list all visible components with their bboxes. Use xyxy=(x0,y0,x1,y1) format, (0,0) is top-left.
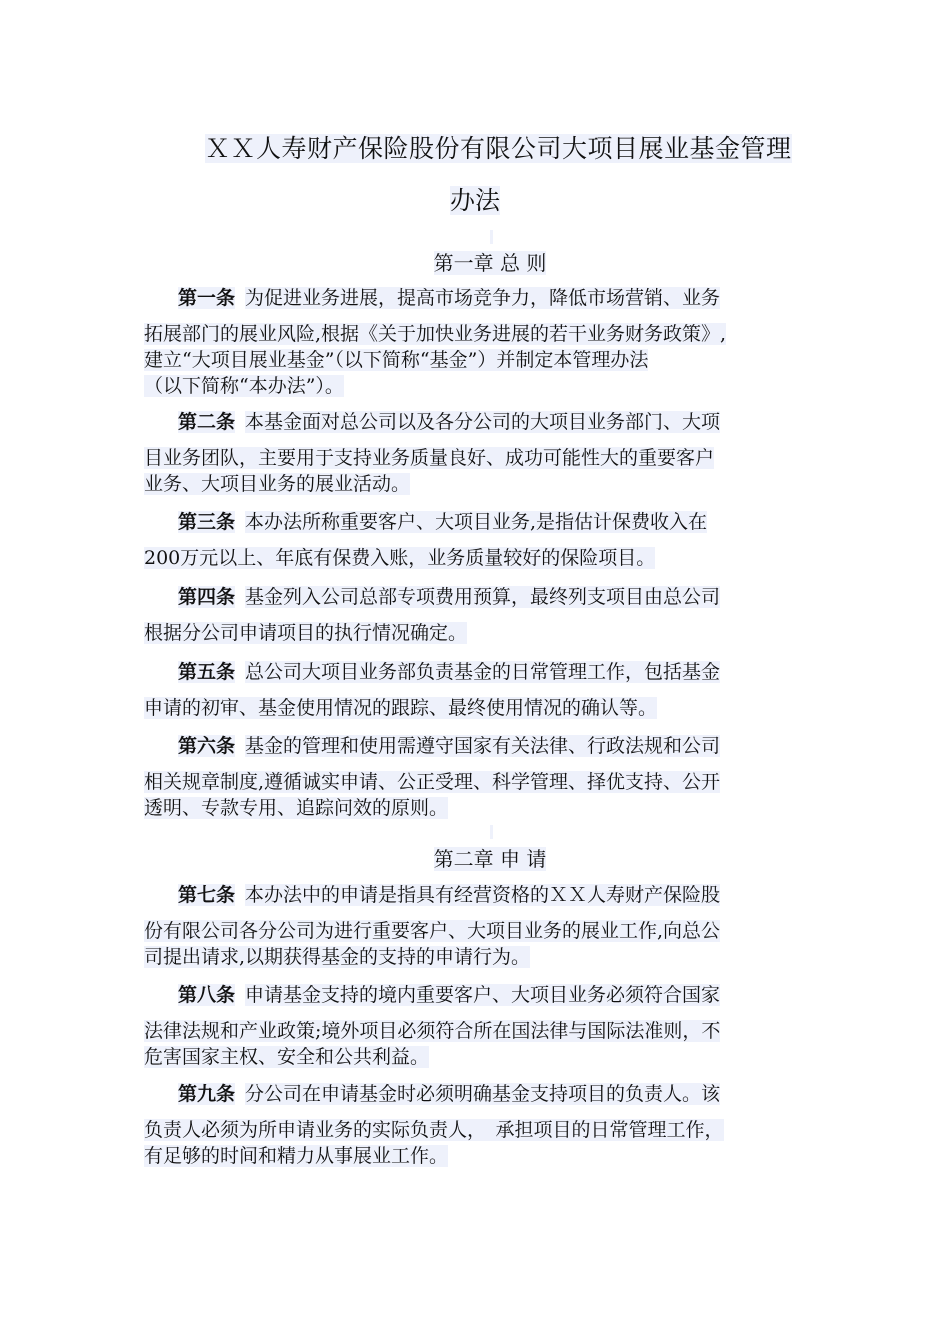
article-3-text: 本办法所称重要客户、大项目业务,是指估计保费收入在 xyxy=(245,511,708,533)
article-4-label: 第四条 xyxy=(178,586,236,608)
article-8-text: 申请基金支持的境内重要客户、大项目业务必须符合国家 xyxy=(245,984,721,1006)
article-1-text: 建立“大项目展业基金”（以下简称“基金”）并制定本管理办法 xyxy=(144,349,649,371)
article-1-label: 第一条 xyxy=(178,287,236,309)
article-9-line xyxy=(144,1143,806,1169)
article-9-text: 负责人必须为所申请业务的实际负责人， 承担项目的日常管理工作， xyxy=(144,1119,724,1141)
document-title-continued xyxy=(450,184,500,218)
article-9-line xyxy=(144,1081,806,1107)
article-2-text: 业务、大项目业务的展业活动。 xyxy=(144,473,411,495)
article-5-line xyxy=(144,695,806,721)
document-title-line-1: ＸＸ人寿财产保险股份有限公司大项目展业基金管理 xyxy=(205,134,792,163)
article-2-label: 第二条 xyxy=(178,411,236,433)
article-8-label: 第八条 xyxy=(178,984,236,1006)
article-7-text: 司提出请求,以期获得基金的支持的申请行为。 xyxy=(144,946,531,968)
article-6-text: 透明、专款专用、追踪问效的原则。 xyxy=(144,797,449,819)
article-7-line xyxy=(144,882,806,908)
document-title xyxy=(205,132,805,166)
article-6-label: 第六条 xyxy=(178,735,236,757)
article-3-label: 第三条 xyxy=(178,511,236,533)
article-1-text: （以下简称“本办法”）。 xyxy=(144,375,344,397)
article-8 xyxy=(144,982,806,1070)
article-4 xyxy=(144,584,806,646)
article-5-line xyxy=(144,659,806,685)
article-3-line xyxy=(144,509,806,535)
chapter-heading-1 xyxy=(0,249,950,277)
article-5-text: 总公司大项目业务部负责基金的日常管理工作，包括基金 xyxy=(245,661,721,683)
article-1-line xyxy=(144,347,806,373)
article-5-text: 申请的初审、基金使用情况的跟踪、最终使用情况的确认等。 xyxy=(144,697,658,719)
article-6-line xyxy=(144,733,806,759)
article-1-text: 拓展部门的展业风险,根据《关于加快业务进展的若干业务财务政策》, xyxy=(144,323,727,345)
article-8-text: 法律法规和产业政策;境外项目必须符合所在国法律与国际法准则，不 xyxy=(144,1020,721,1042)
article-9-text: 分公司在申请基金时必须明确基金支持项目的负责人。该 xyxy=(245,1083,721,1105)
article-8-line xyxy=(144,1044,806,1070)
article-2-text: 目业务团队，主要用于支持业务质量良好、成功可能性大的重要客户 xyxy=(144,447,715,469)
article-9-label: 第九条 xyxy=(178,1083,236,1105)
article-1 xyxy=(144,285,806,399)
article-6-text: 相关规章制度,遵循诚实申请、公正受理、科学管理、择优支持、公开 xyxy=(144,771,721,793)
article-6-line xyxy=(144,795,806,821)
article-6 xyxy=(144,733,806,821)
document-title-line-2: 办法 xyxy=(450,186,501,215)
article-1-line xyxy=(144,373,806,399)
section-marker xyxy=(490,825,493,839)
article-6-text: 基金的管理和使用需遵守国家有关法律、行政法规和公司 xyxy=(245,735,721,757)
chapter-heading-2-text: 第二章 申 请 xyxy=(433,847,547,871)
article-9-text: 有足够的时间和精力从事展业工作。 xyxy=(144,1145,449,1167)
article-1-line xyxy=(144,285,806,311)
article-8-text: 危害国家主权、安全和公共利益。 xyxy=(144,1046,430,1068)
article-4-line xyxy=(144,620,806,646)
article-2-line xyxy=(144,471,806,497)
article-2-line xyxy=(144,445,806,471)
article-6-line xyxy=(144,769,806,795)
article-7-line xyxy=(144,944,806,970)
article-3-line xyxy=(144,545,806,571)
article-7-line xyxy=(144,918,806,944)
article-4-text: 基金列入公司总部专项费用预算，最终列支项目由总公司 xyxy=(245,586,721,608)
article-7-label: 第七条 xyxy=(178,884,236,906)
article-7-text: 份有限公司各分公司为进行重要客户、大项目业务的展业工作,向总公 xyxy=(144,920,721,942)
article-1-line xyxy=(144,321,806,347)
article-9 xyxy=(144,1081,806,1169)
article-5-label: 第五条 xyxy=(178,661,236,683)
chapter-heading-2 xyxy=(0,845,950,873)
article-1-text: 为促进业务进展，提高市场竞争力，降低市场营销、业务 xyxy=(245,287,721,309)
article-8-line xyxy=(144,982,806,1008)
chapter-heading-1-text: 第一章 总 则 xyxy=(433,251,547,275)
article-5 xyxy=(144,659,806,721)
section-marker xyxy=(490,230,493,244)
article-3 xyxy=(144,509,806,571)
article-8-line xyxy=(144,1018,806,1044)
article-2-line xyxy=(144,409,806,435)
article-4-text: 根据分公司申请项目的执行情况确定。 xyxy=(144,622,468,644)
article-7-text: 本办法中的申请是指具有经营资格的ＸＸ人寿财产保险股 xyxy=(245,884,721,906)
article-4-line xyxy=(144,584,806,610)
article-2 xyxy=(144,409,806,497)
article-3-text: 200万元以上、年底有保费入账，业务质量较好的保险项目。 xyxy=(144,547,656,569)
article-2-text: 本基金面对总公司以及各分公司的大项目业务部门、大项 xyxy=(245,411,721,433)
article-7 xyxy=(144,882,806,970)
article-9-line xyxy=(144,1117,806,1143)
